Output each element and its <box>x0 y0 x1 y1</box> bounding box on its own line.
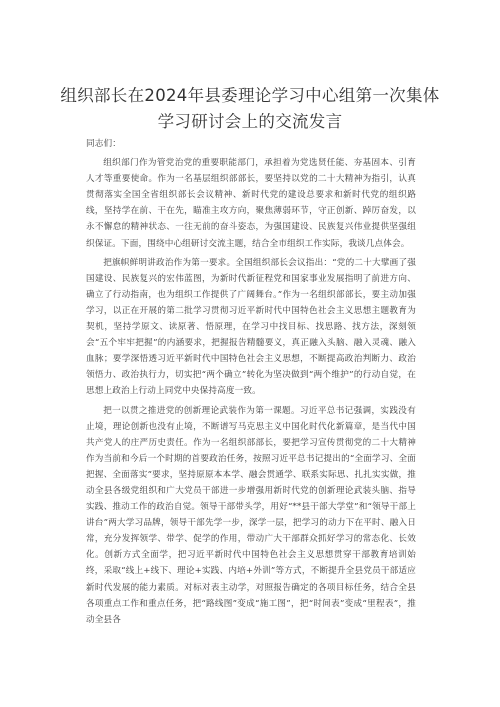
document-body <box>86 136 416 631</box>
document-title-line-1: 组织部长在2024年县委理论学习中心组第一次集体 <box>60 86 440 105</box>
paragraph-3: 把一以贯之推进党的创新理论武装作为第一课题。习近平总书记强调，实践没有止境，理论创新也没有止境，不断谱写马克思主义中国化时代化新篇章，是当代中国共产党人的庄严历史责任。作为一名组织部部长，要把学习宣传贯彻党的二十大精神作为当前和今后一个时期的首要政治任务，按照习近平总书记提出的“全面学习、全面把握、全面落实”要求，坚持原原本本学、融会贯通学、联系实际思、扎扎实实做，推动全县各级党组织和广大党员干部进一步增强用新时代党的创新理论武装头脑、指导实践、推动工作的政治自觉。领导干部带头学，用好“**县干部大学堂”和“领导干部上讲台”两大学习品牌，领导干部先学一步，深学一层，把学习的动力下在平时、融入日常，充分发挥领学、带学、促学的作用，带动广大干部群众抓好学习的常态化、长效化。创新方式全面学，把习近平新时代中国特色社会主义思想贯穿干部教育培训始终，采取“线上+线下、理论+实践、内培+外训”等方式，不断提升全县党员干部适应新时代发展的能力素质。对标对表主动学，对照报告确定的各项目标任务，结合全县各项重点工作和重点任务，把“路线图”变成“施工图”，把“时间表”变成“里程表”，推动全县各 <box>86 405 416 625</box>
paragraph-2: 把旗帜鲜明讲政治作为第一要求。全国组织部长会议指出：“党的二十大擘画了强国建设、民族复兴的宏伟蓝图，为新时代新征程党和国家事业发展指明了前进方向、确立了行动指南，也为组织工作提供了广阔舞台。”作为一名组织部部长，要主动加强学习，以正在开展的第二批学习贯彻习近平新时代中国特色社会主义思想主题教育为契机，坚持学原文、读原著、悟原理，在学习中找目标、找思路、找方法，深刻领会“五个牢牢把握”的内涵要求，把握报告精髓要义，真正融入头脑、融入灵魂、融入血脉；要学深悟透习近平新时代中国特色社会主义思想，不断提高政治判断力、政治领悟力、政治执行力，切实把“两个确立”转化为坚决做到“两个维护”的行动自觉，在思想上政治上行动上同党中央保持高度一致。 <box>86 257 416 397</box>
document-title-line-2: 学习研讨会上的交流发言 <box>157 112 343 131</box>
salutation: 同志们： <box>86 139 121 149</box>
paragraph-1: 组织部门作为管党治党的重要职能部门，承担着为党选贤任能、夯基固本、引育人才等重要使命。作为一名基层组织部部长，要坚持以党的二十大精神为指引，认真贯彻落实全国全省组织部长会议精神、新时代党的建设总要求和新时代党的组织路线，坚持学在前、干在先，瞄准主攻方向，聚焦薄弱环节，守正创新、踔厉奋发，以永不懈怠的精神状态、一往无前的奋斗姿态，为强国建设、民族复兴伟业提供坚强组织保证。下面，围绕中心组研讨交流主题，结合全市组织工作实际，我谈几点体会。 <box>86 158 416 249</box>
